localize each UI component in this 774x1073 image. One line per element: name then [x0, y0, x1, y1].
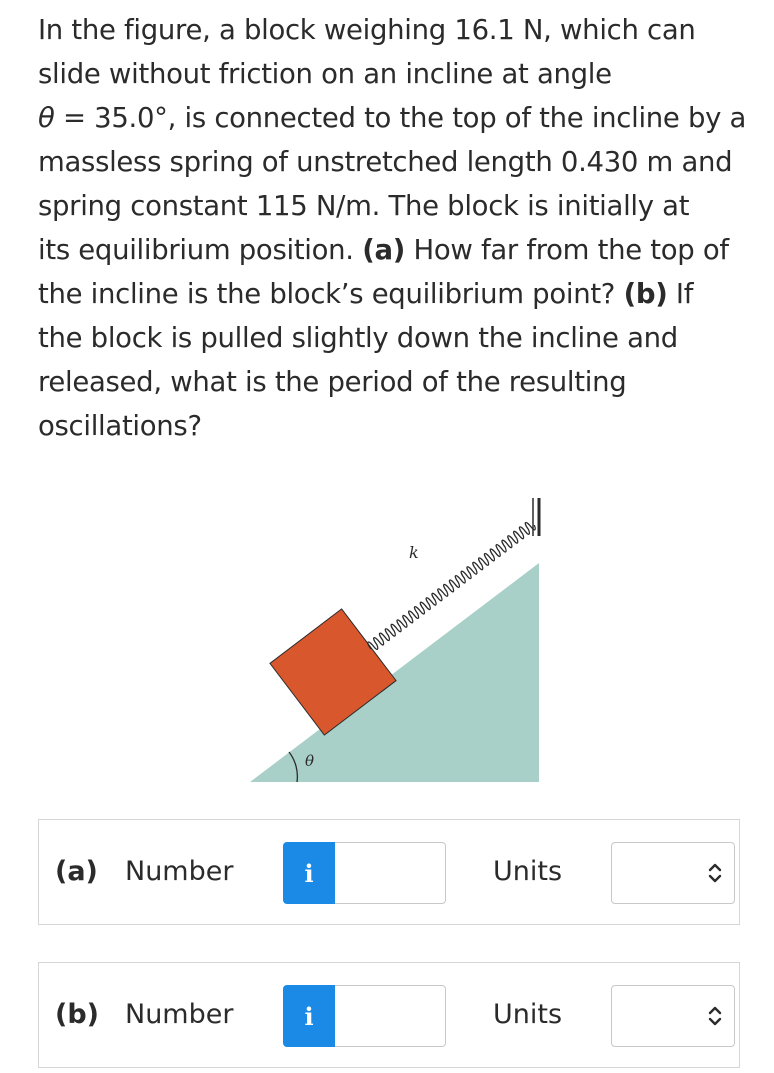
answer-row-a: [38, 819, 740, 925]
number-label: Number: [125, 856, 234, 887]
updown-chevron-icon: [708, 861, 722, 885]
question-line: If: [667, 278, 694, 310]
question-line: In the figure, a block weighing 16.1 N, which can: [38, 14, 696, 46]
part-a-marker: (a): [362, 234, 405, 266]
incline-figure: [245, 480, 555, 790]
question-line: slide without friction on an incline at angle: [38, 58, 612, 90]
info-button[interactable]: [283, 842, 335, 904]
part-b-marker: (b): [623, 278, 668, 310]
question-text: [38, 8, 754, 448]
question-line: oscillations?: [38, 410, 202, 442]
units-select-b[interactable]: [611, 985, 735, 1047]
number-label: Number: [125, 999, 234, 1030]
question-line: the incline is the block’s equilibrium point?: [38, 278, 624, 310]
part-label: (a): [55, 856, 98, 887]
units-label: Units: [493, 856, 563, 887]
question-line: its equilibrium position.: [38, 234, 363, 266]
question-line: How far from the top of: [405, 234, 729, 266]
question-line: massless spring of unstretched length 0.430 m and: [38, 146, 733, 178]
info-icon: i: [304, 1001, 314, 1031]
question-line: released, what is the period of the resulting: [38, 366, 627, 398]
updown-chevron-icon: [708, 1004, 722, 1028]
question-line: = 35.0°, is connected to the top of the incline by a: [54, 102, 747, 134]
question-line: spring constant 115 N/m. The block is initially at: [38, 190, 690, 222]
answer-row-b: [38, 962, 740, 1068]
theta-symbol: θ: [38, 102, 55, 134]
part-label: (b): [55, 999, 100, 1030]
units-select-a[interactable]: [611, 842, 735, 904]
info-icon: i: [304, 858, 314, 888]
info-button[interactable]: [283, 985, 335, 1047]
angle-label: θ: [305, 752, 315, 770]
units-label: Units: [493, 999, 563, 1030]
spring-constant-label: k: [409, 543, 419, 562]
number-input-b[interactable]: [335, 985, 446, 1047]
number-input-a[interactable]: [335, 842, 446, 904]
question-line: the block is pulled slightly down the incline and: [38, 322, 678, 354]
